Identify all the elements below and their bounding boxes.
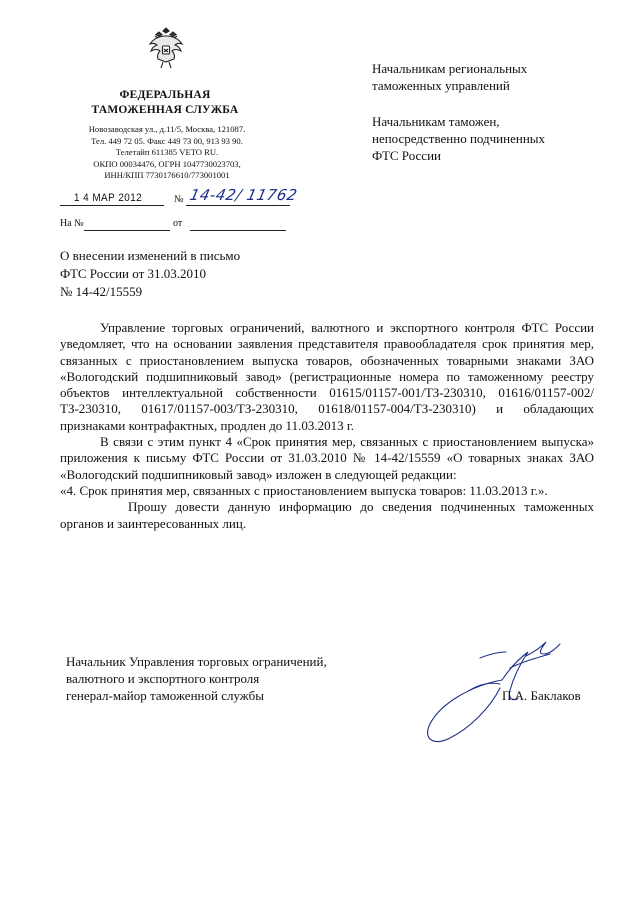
organization-name (70, 88, 260, 118)
recipient-line: таможенных управлений (372, 78, 510, 93)
recipient-line: ФТС России (372, 148, 441, 163)
recipient-line: Начальникам региональных (372, 61, 528, 76)
body-paragraph-1: Управление торговых ограничений, валютного и экспортного контроля ФТС России уведомляет, что на основании заявления представителя правообладателя срок принятия мер, связанных с приостановлением выпуска товаров, обозначенных товарными знаками ЗАО «Вологодский подшипниковый завод» (регистрационные номера по таможенному реестру объектов интеллектуальной собственности 01615/01157-001/ТЗ-230310, 01616/01157-002/ТЗ-230310, 01617/01157-003/ТЗ-230310, 01618/01157-004/ТЗ-230310) и обладающих признаками контрафактных, продлен до 11.03.2013 г. (60, 320, 594, 433)
coat-of-arms-icon (146, 24, 186, 70)
signatory-title-line: Начальник Управления торговых ограничений, (66, 654, 327, 669)
date-underline (60, 205, 164, 206)
letter-subject (60, 247, 320, 301)
subject-line: О внесении изменений в письмо (60, 248, 241, 263)
recipient-line: непосредственно подчиненных (372, 131, 546, 146)
subject-line: ФТС России от 31.03.2010 (60, 266, 207, 281)
body-paragraph-4: Прошу довести данную информацию до сведения подчиненных таможенных органов и заинтересованных лиц. (60, 499, 594, 531)
org-okpo-ogrn: ОКПО 00034476, ОГРН 1047730023703, (93, 158, 241, 169)
org-address: Новозаводская ул., д.11/5, Москва, 121087. (88, 124, 246, 134)
recipient-group-customs (372, 113, 612, 164)
org-name-line1: ФЕДЕРАЛЬНАЯ (119, 89, 211, 101)
letter-body (60, 320, 594, 532)
from-label: от (173, 218, 183, 229)
org-phones: Тел. 449 72 05. Факс 449 73 00, 913 93 90. (91, 135, 243, 146)
signatory-title (66, 653, 396, 704)
subject-line: № 14-42/15559 (60, 284, 143, 299)
date-stamp: 1 4 МАР 2012 (74, 192, 143, 204)
org-teletype: Телетайп 611385 VETO RU. (115, 147, 219, 158)
body-paragraph-3: «4. Срок принятия мер, связанных с приостановлением выпуска товаров: 11.03.2013 г.». (60, 482, 548, 498)
org-inn-kpp: ИНН/КПП 7730176610/773001001 (104, 170, 230, 181)
registration-block (60, 186, 300, 232)
body-paragraph-2: В связи с этим пункт 4 «Срок принятия мер, связанных с приостановлением выпуска» приложения к письму ФТС России от 31.03.2010 № 14-42/15559 «О товарных знаках ЗАО «Вологодский подшипниковый завод» изложен в следующей редакции: (60, 434, 594, 482)
org-name-line2: ТАМОЖЕННАЯ СЛУЖБА (91, 104, 239, 116)
reply-to-label: На № (60, 218, 84, 229)
from-underline (190, 230, 286, 231)
signatory-name: П.А. Баклаков (502, 688, 581, 703)
recipient-group-regional (372, 60, 612, 94)
recipient-line: Начальникам таможен, (372, 114, 500, 129)
handwritten-registration-number: 14-42/ 11762 (188, 186, 300, 204)
reply-to-underline (84, 230, 170, 231)
number-label: № (174, 194, 184, 205)
signatory-title-line: генерал-майор таможенной службы (66, 688, 264, 703)
signatory-title-line: валютного и экспортного контроля (66, 671, 260, 686)
organization-details (58, 124, 276, 182)
number-underline (186, 205, 290, 206)
